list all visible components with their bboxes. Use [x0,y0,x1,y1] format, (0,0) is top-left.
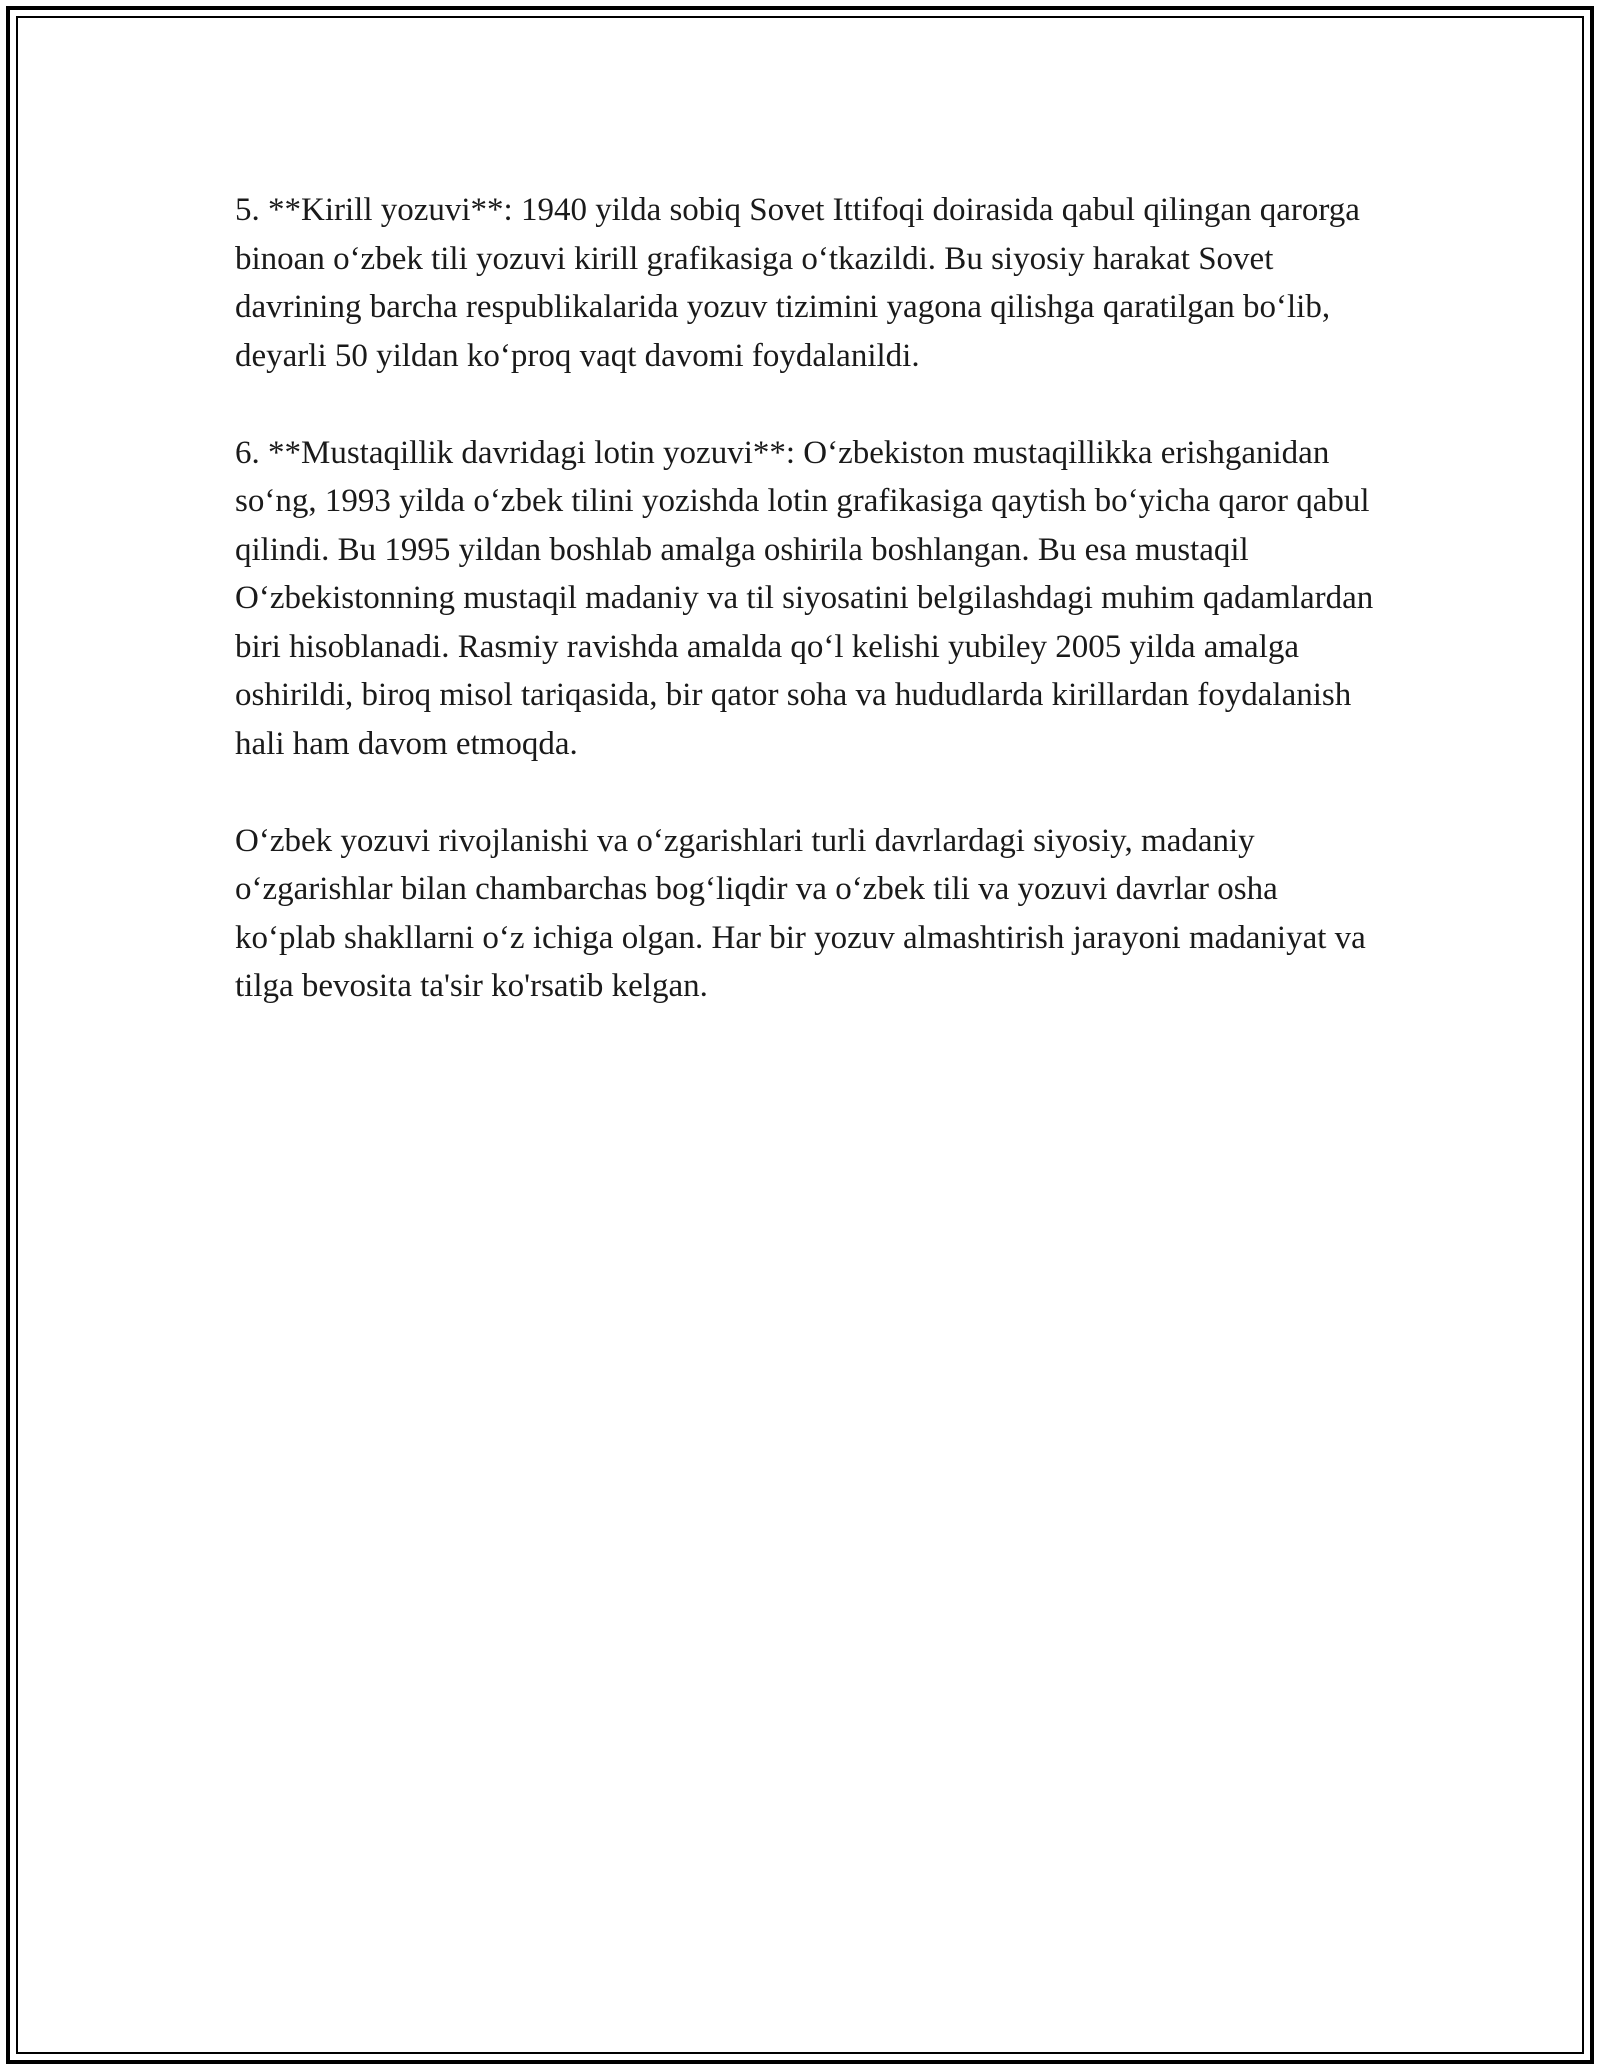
paragraph-latin-script-independence: 6. **Mustaqillik davridagi lotin yozuvi**: O‘zbekiston mustaqillikka erishganidan so‘ng, 1993 yilda o‘zbek tilini yozishda lotin grafikasiga qaytish bo‘yicha qaror qabul qilindi. Bu 1995 yildan boshlab amalga oshirila boshlangan. Bu esa mustaqil O‘zbekistonning mustaqil madaniy va til siyosatini belgilashdagi muhim qadamlardan biri hisoblanadi. Rasmiy ravishda amalda qo‘l kelishi yubiley 2005 yilda amalga oshirildi, biroq misol tariqasida, bir qator soha va hududlarda kirillardan foydalanish hali ham davom etmoqda. [235,434,1374,762]
document-body [235,186,1375,1011]
paragraph-conclusion: O‘zbek yozuvi rivojlanishi va o‘zgarishlari turli davrlardagi siyosiy, madaniy o‘zgarishlar bilan chambarchas bog‘liqdir va o‘zbek tili va yozuvi davrlar osha ko‘plab shakllarni o‘z ichiga olgan. Har bir yozuv almashtirish jarayoni madaniyat va tilga bevosita ta'sir ko'rsatib kelgan. [235,822,1366,1004]
paragraph-cyrillic-script: 5. **Kirill yozuvi**: 1940 yilda sobiq Sovet Ittifoqi doirasida qabul qilingan qarorga binoan o‘zbek tili yozuvi kirill grafikasiga o‘tkazildi. Bu siyosiy harakat Sovet davrining barcha respublikalarida yozuv tizimini yagona qilishga qaratilgan bo‘lib, deyarli 50 yildan ko‘proq vaqt davomi foydalanildi. [235,192,1360,374]
